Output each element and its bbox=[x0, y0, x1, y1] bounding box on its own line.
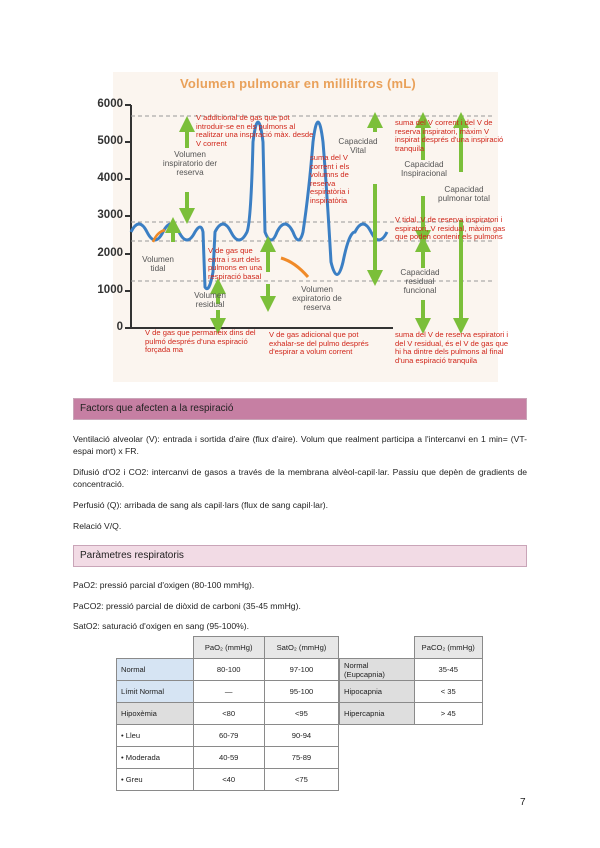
note-total-capacity: V tidal, V de reserva inspiratori i espiratori, V residual, màxim gas que poden contenir els pulmons bbox=[395, 215, 506, 242]
label-residual-volume: Volumen residual bbox=[194, 291, 226, 310]
cell-paco2: 35-45 bbox=[414, 659, 483, 681]
header-sato2: SatO₂ (mmHg) bbox=[264, 637, 338, 659]
figure-title: Volumen pulmonar en millilitros (mL) bbox=[180, 76, 416, 91]
cell-pao2: 40-59 bbox=[193, 747, 264, 769]
y-tick-5000: 5000 bbox=[97, 135, 123, 147]
row-label: • Moderada bbox=[117, 747, 194, 769]
note-expiratory-reserve: V de gas adicional que pot exhalar-se del pulmo després d'espirar a volum corrent bbox=[269, 330, 369, 357]
section-parameters-title: Paràmetres respiratoris bbox=[73, 545, 527, 567]
label-inspiratory-reserve-volume: Volumen inspiratorio der reserva bbox=[162, 150, 218, 178]
y-tick-4000: 4000 bbox=[97, 172, 123, 184]
note-residual-volume: V de gas que permaneix dins del pulmó després d'una espiració forçada ma bbox=[145, 328, 256, 355]
table-row bbox=[117, 747, 339, 769]
paragraph-vq-ratio: Relació V/Q. bbox=[73, 521, 122, 531]
cell-sato2: <95 bbox=[264, 703, 338, 725]
paragraph-paco2: PaCO2: pressió parcial de diòxid de carboni (35-45 mmHg). bbox=[73, 601, 301, 611]
cell-pao2: 80-100 bbox=[193, 659, 264, 681]
cell-pao2: <40 bbox=[193, 769, 264, 791]
co2-table bbox=[339, 636, 483, 725]
row-label: Normal (Eupcapnia) bbox=[340, 659, 415, 681]
y-tick-0: 0 bbox=[116, 321, 123, 333]
paragraph-ventilation: Ventilació alveolar (V): entrada i sortida d'aire (flux d'aire). Volum que realment participa a l'intercanvi en 1 min= (VT-espai mort) x FR. bbox=[73, 434, 527, 456]
orange-arrow-2 bbox=[281, 258, 308, 277]
row-label: Límit Normal bbox=[117, 681, 194, 703]
label-tidal-volume: Volumen tidal bbox=[142, 255, 174, 274]
page-number: 7 bbox=[520, 797, 526, 808]
cell-pao2: <80 bbox=[193, 703, 264, 725]
label-functional-residual-capacity: Capacidad residual funcional bbox=[400, 268, 440, 296]
y-tick-2000: 2000 bbox=[97, 247, 123, 259]
cell-paco2: > 45 bbox=[414, 703, 483, 725]
row-label: • Lleu bbox=[117, 725, 194, 747]
row-label: Hipercapnia bbox=[340, 703, 415, 725]
oxygen-table bbox=[116, 636, 339, 791]
label-inspiratory-capacity: Capacidad Inspiracional bbox=[401, 160, 447, 179]
table-row bbox=[340, 659, 483, 681]
paragraph-perfusion: Perfusió (Q): arribada de sang als capil·lars (flux de sang capil·lar). bbox=[73, 500, 329, 510]
cell-sato2: <75 bbox=[264, 769, 338, 791]
label-vital-capacity: Capacidad Vital bbox=[338, 137, 378, 156]
label-expiratory-reserve-volume: Volumen expiratorio de reserva bbox=[292, 285, 342, 313]
table-row bbox=[117, 769, 339, 791]
cell-paco2: < 35 bbox=[414, 681, 483, 703]
table-row bbox=[117, 703, 339, 725]
note-inspiratory-reserve: V addicional de gas que pot introduir-se en els pulmons al realitzar una inspiració màx. desde V corrent bbox=[196, 113, 314, 148]
y-tick-6000: 6000 bbox=[97, 98, 123, 110]
paragraph-sato2: SatO2: saturació d'oxigen en sang (95-100%). bbox=[73, 621, 250, 631]
label-total-lung-capacity: Capacidad pulmonar total bbox=[438, 185, 490, 204]
row-label: • Greu bbox=[117, 769, 194, 791]
cell-sato2: 97-100 bbox=[264, 659, 338, 681]
row-label: Normal bbox=[117, 659, 194, 681]
header-paco2: PaCO₂ (mmHg) bbox=[414, 637, 483, 659]
header-pao2: PaO₂ (mmHg) bbox=[193, 637, 264, 659]
row-label: Hipocapnia bbox=[340, 681, 415, 703]
note-tidal-volume: V de gas que entra i surt dels pulmons en una respiració basal bbox=[208, 246, 263, 281]
cell-pao2: 60-79 bbox=[193, 725, 264, 747]
note-functional-residual: suma del V de reserva espiratori i del V residual, és el V de gas que hi ha dintre dels pulmons al final d'una espiració tranquila bbox=[395, 330, 509, 365]
y-tick-1000: 1000 bbox=[97, 284, 123, 296]
paragraph-pao2: PaO2: pressió parcial d'oxigen (80-100 mmHg). bbox=[73, 580, 255, 590]
cell-sato2: 75-89 bbox=[264, 747, 338, 769]
note-vital-capacity: suma del V corrent i els volumns de reserva espiratòria i inspiratòria bbox=[310, 153, 350, 205]
cell-sato2: 90-94 bbox=[264, 725, 338, 747]
cell-pao2: — bbox=[193, 681, 264, 703]
table-row bbox=[340, 703, 483, 725]
table-row bbox=[117, 725, 339, 747]
table-row bbox=[340, 681, 483, 703]
table-row bbox=[117, 659, 339, 681]
row-label: Hipoxèmia bbox=[117, 703, 194, 725]
section-factors-title: Factors que afecten a la respiració bbox=[73, 398, 527, 420]
y-tick-3000: 3000 bbox=[97, 209, 123, 221]
note-inspiratory-capacity: suma del V corrent i del V de reserva inspiratori, màxim V inspirat després d'una inspiració tranquila bbox=[395, 118, 504, 153]
table-row bbox=[117, 681, 339, 703]
cell-sato2: 95-100 bbox=[264, 681, 338, 703]
paragraph-diffusion: Difusió d'O2 i CO2: intercanvi de gasos a través de la membrana alvèol-capil·lar. Passiu que depèn de gradients de concentració. bbox=[73, 467, 527, 489]
